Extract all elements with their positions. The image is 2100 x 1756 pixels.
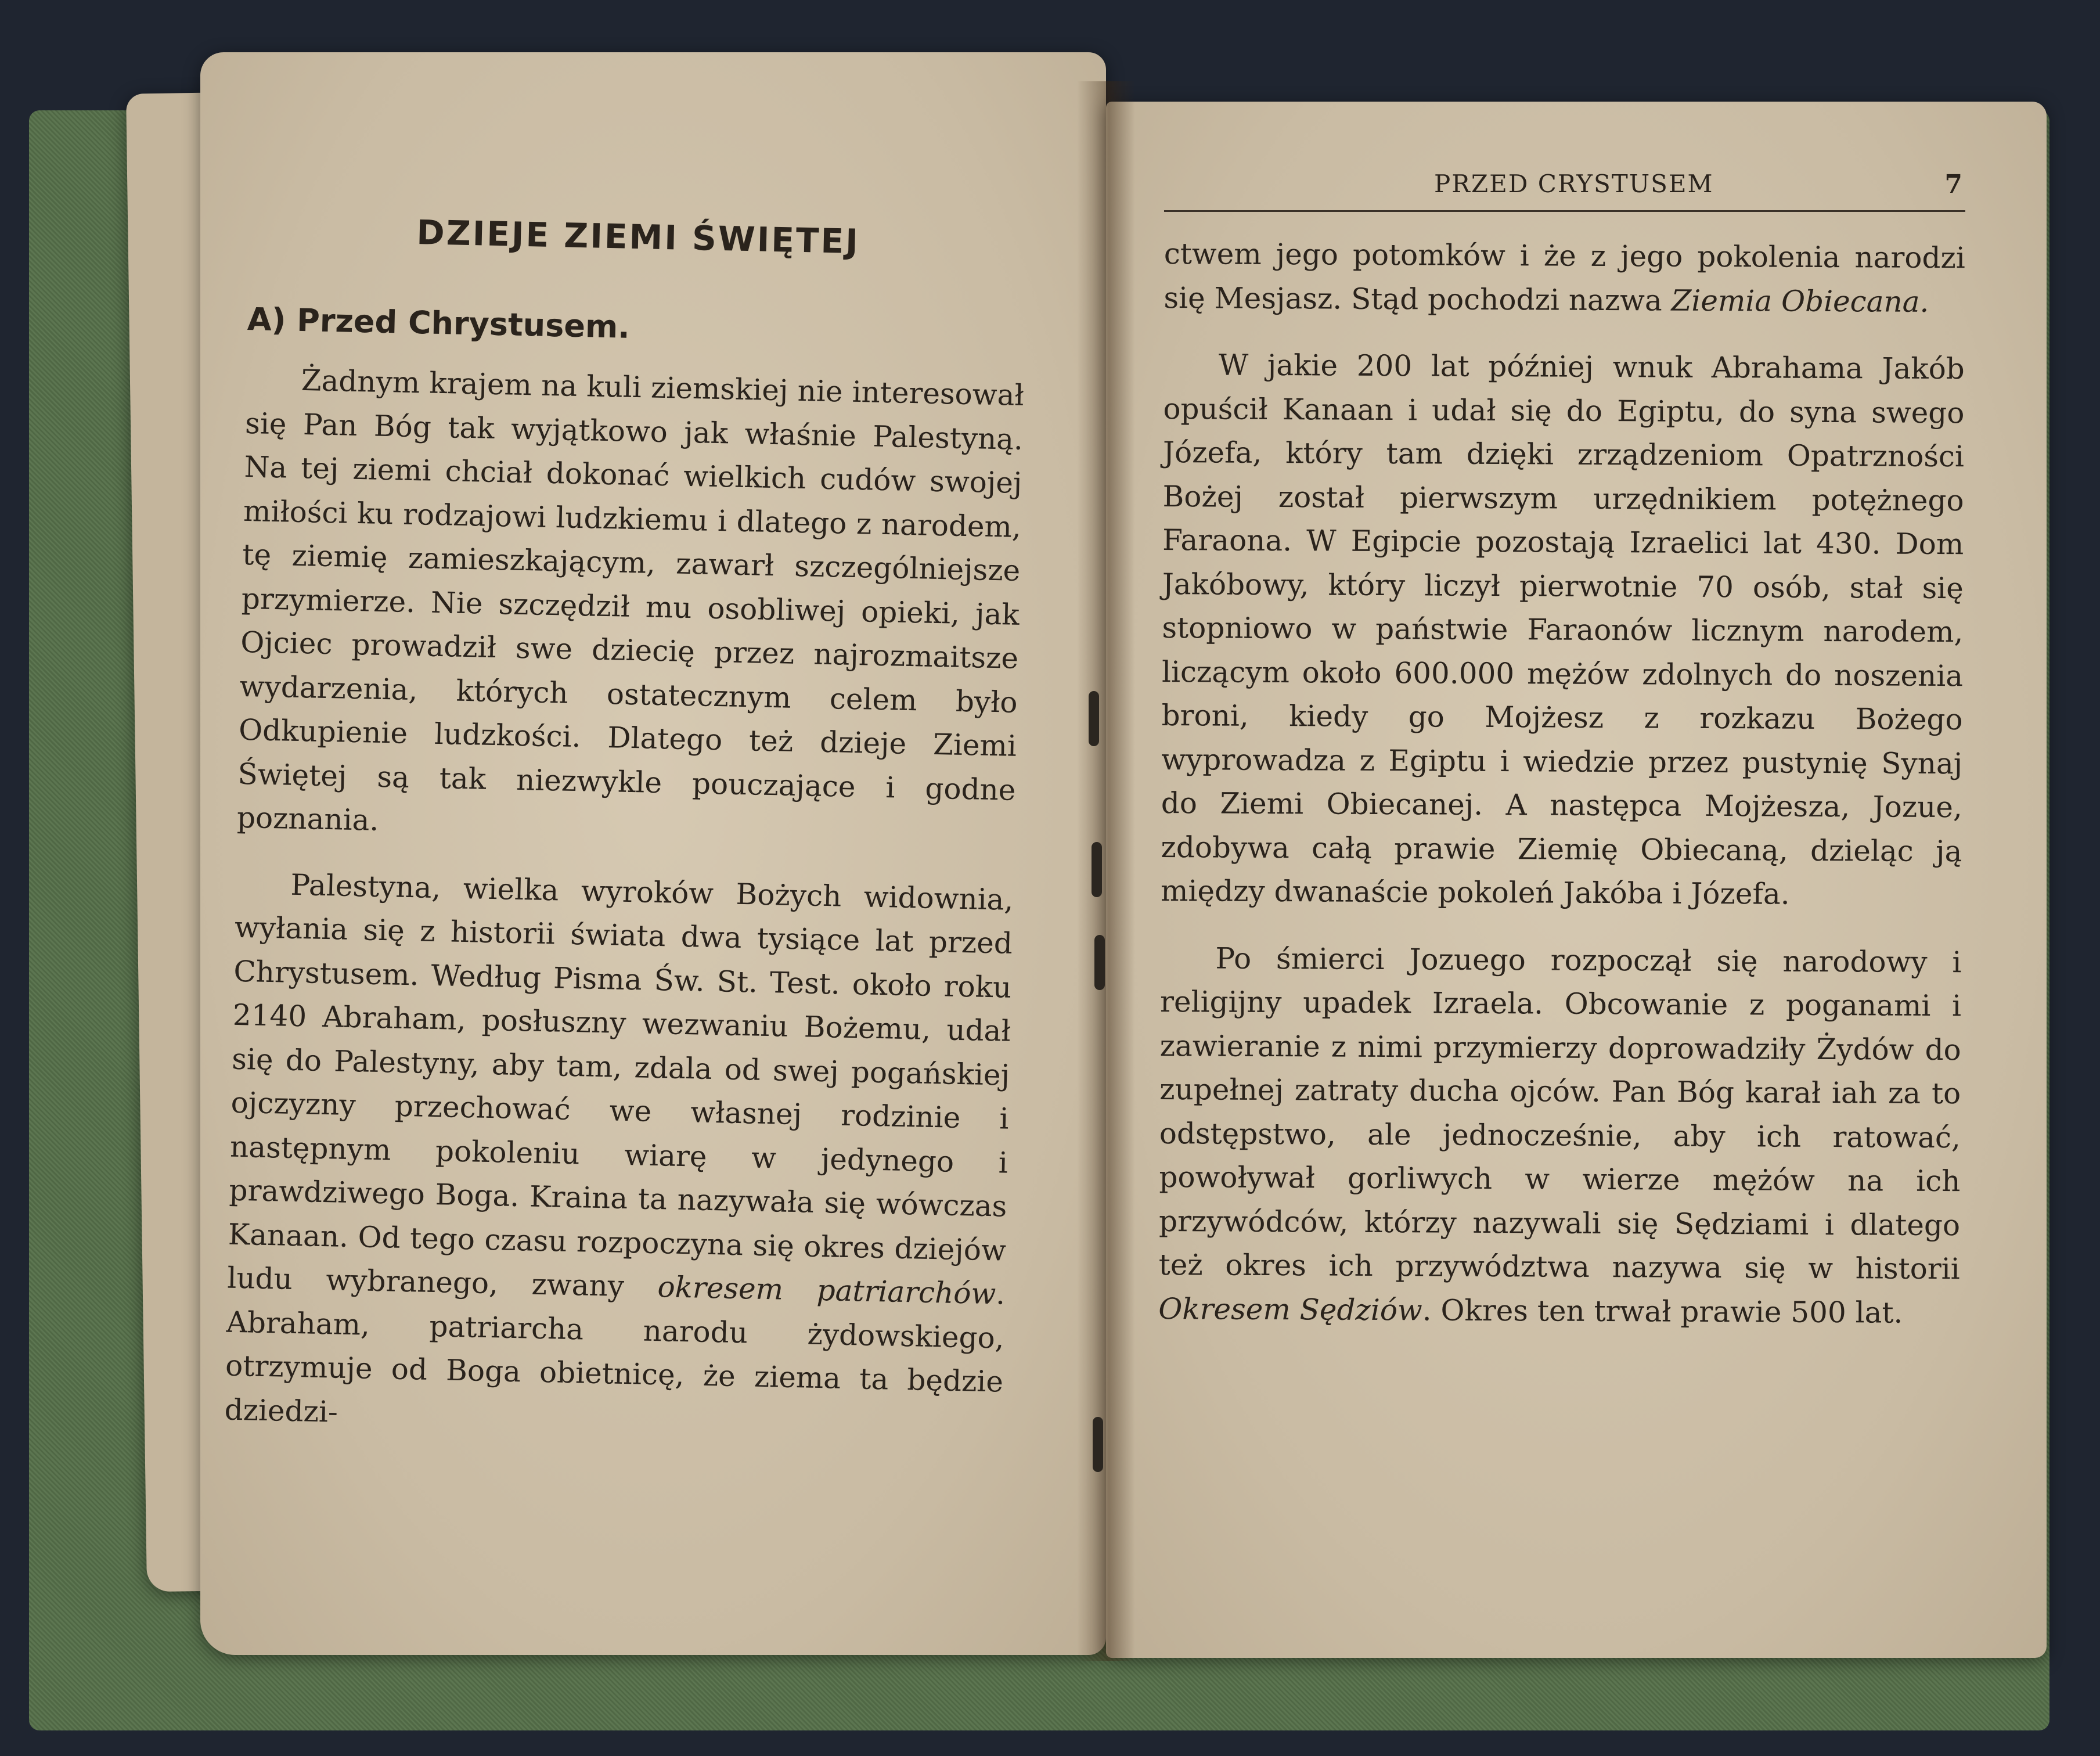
paragraph-text: . Okres ten trwał prawie 500 lat.	[1422, 1293, 1903, 1330]
binding-thread-mark	[1093, 1417, 1103, 1472]
binding-thread-mark	[1089, 691, 1099, 746]
paragraph-text: Palestyna, wielka wyroków Bożych widownia, wyłania się z historii świata dwa tysiące lat przed Chrystusem. Według Pisma Św. St. Test. około roku 2140 Abraham, posłuszny wezwaniu Bożemu, udał się do Palestyny, aby tam, zdala od swej pogańskiej ojczyzny przechować we własnej rodzinie i następnym pokoleniu wiarę w jedynego i prawdziwego Boga. Kraina ta nazywała się wówczas Kanaan. Od tego czasu rozpoczyna się okres dziejów ludu wybranego, zwany	[226, 868, 1014, 1304]
page-number: 7	[1944, 170, 1962, 199]
italic-term: Okresem Sędziów	[1158, 1291, 1422, 1327]
left-page-text	[224, 209, 1028, 1470]
running-header	[1164, 170, 1965, 212]
paragraph	[1158, 936, 1962, 1335]
paragraph-text: Po śmierci Jozuego rozpoczął się narodowy i religijny upadek Izraela. Obcowanie z poganami i zawieranie z nimi przymierzy doprowadziły Żydów do zupełnej zatraty ducha ojców. Pan Bóg karał iah za to odstępstwo, ale jednocześnie, aby ich ratować, powoływał gorliwych w wierze mężów na ich przywódców, którzy nazywali się Sędziami i dlatego też okres ich przywództwa nazywa się w historii	[1158, 941, 1962, 1286]
italic-term: Ziemia Obiecana.	[1671, 283, 1929, 319]
running-title: PRZED CRYSTUSEM	[1434, 170, 1714, 198]
paragraph-text: . Abraham, patriarcha narodu żydowskiego, otrzymuje od Boga obietnicę, że ziema ta będzie dziedzi-	[224, 1277, 1006, 1429]
paragraph: W jakie 200 lat później wnuk Abrahama Jakób opuścił Kanaan i udał się do Egiptu, do syna swego Józefa, który tam dzięki zrządzeniom Opatrzności Bożej został pierwszym urzędnikiem potężnego Faraona. W Egipcie pozostają Izraelici lat 430. Dom Jakóbowy, który liczył pierwotnie 70 osób, stał się stopniowo w państwie Faraonów licznym narodem, liczącym około 600.000 mężów zdolnych do noszenia broni, kiedy go Mojżesz z rozkazu Bożego wyprowadza z Egiptu i wiedzie przez pustynię Synaj do Ziemi Obiecanej. A następca Mojżesza, Jozue, zdobywa całą prawie Ziemię Obiecaną, dzieląc ją między dwanaście pokoleń Jakóba i Józefa.	[1160, 348, 1965, 911]
italic-term: okresem patriarchów	[657, 1270, 996, 1311]
paragraph	[224, 862, 1014, 1448]
binding-thread-mark	[1094, 935, 1105, 990]
binding-thread-mark	[1092, 842, 1102, 897]
book-gutter	[1077, 81, 1135, 1661]
paragraph	[1164, 232, 1965, 324]
section-heading: A) Przed Chrystusem.	[247, 300, 631, 346]
paragraph-text: ctwem jego potomków i że z jego pokolenia narodzi się Mesjasz. Stąd pochodzi nazwa	[1164, 236, 1965, 318]
paragraph: Żadnym krajem na kuli ziemskiej nie interesował się Pan Bóg tak wyjątkowo jak właśnie Palestyną. Na tej ziemi chciał dokonać wielkich cudów swojej miłości ku rodzajowi ludzkiemu i dlatego z narodem, tę ziemię zamieszkającym, zawarł szczególniejsze przymierze. Nie szczędził mu osobliwej opieki, jak Ojciec prowadził swe dziecię przez najrozmaitsze wydarzenia, których ostatecznym celem było Odkupienie ludzkości. Dlatego też dzieje Ziemi Świętej są tak niezwykle pouczające i godne poznania.	[236, 363, 1025, 837]
right-page-text	[1158, 232, 1965, 1357]
chapter-title: DZIEJE ZIEMI ŚWIĘTEJ	[416, 213, 860, 262]
